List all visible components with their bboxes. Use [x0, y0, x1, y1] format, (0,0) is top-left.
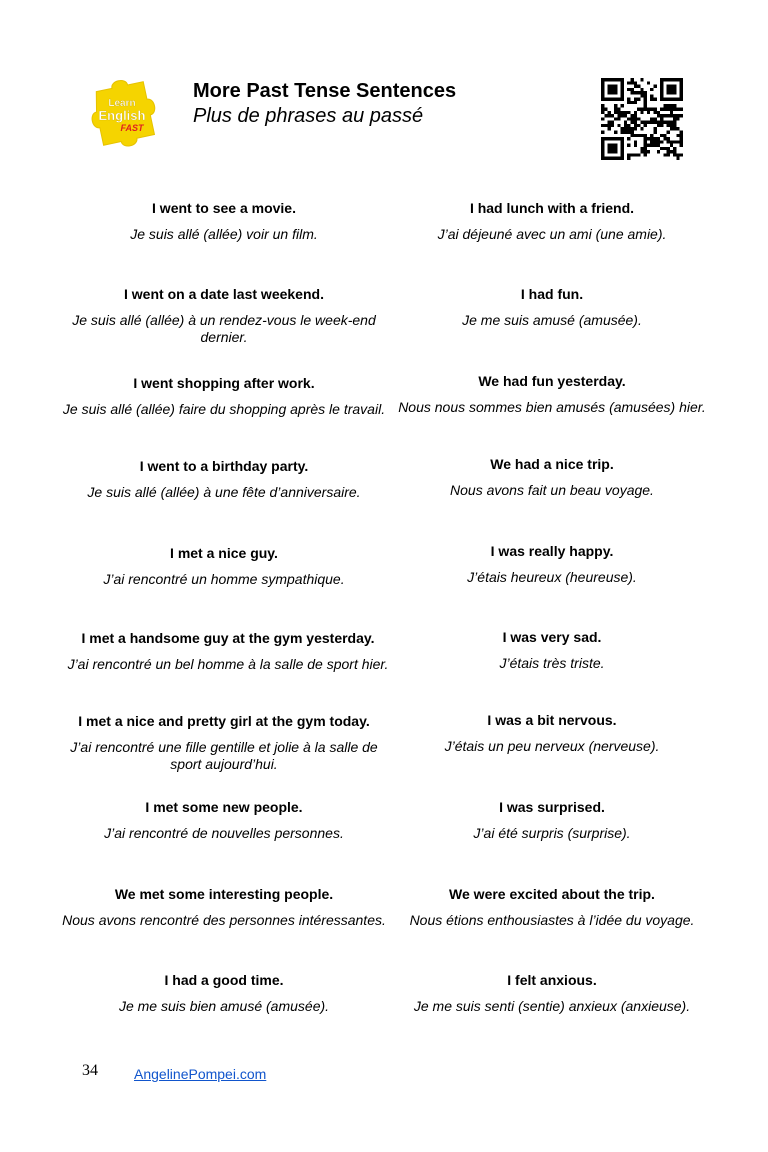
- french-translation: Je me suis amusé (amusée).: [462, 312, 642, 328]
- sentence-pair: [382, 885, 722, 929]
- english-sentence: I went shopping after work.: [133, 375, 315, 391]
- french-translation: J’ai déjeuné avec un ami (une amie).: [437, 226, 667, 242]
- french-translation: J’étais très triste.: [499, 655, 605, 671]
- qr-code: [601, 78, 683, 160]
- sentence-pair: [54, 457, 394, 501]
- sentence-pair: [382, 199, 722, 243]
- french-translation: Nous étions enthousiastes à l’idée du voyage.: [409, 912, 695, 928]
- sentence-pair: [382, 455, 722, 499]
- english-sentence: We met some interesting people.: [114, 886, 334, 902]
- sentence-pair: [382, 798, 722, 842]
- french-translation: J’ai rencontré de nouvelles personnes.: [104, 825, 344, 841]
- english-sentence: I was surprised.: [499, 799, 605, 815]
- sentence-pair: [54, 199, 394, 243]
- french-translation: Je suis allé (allée) faire du shopping après le travail.: [62, 401, 386, 417]
- english-sentence: I had a good time.: [164, 972, 284, 988]
- french-translation: Je suis allé (allée) à un rendez-vous le week-end dernier.: [72, 312, 376, 345]
- french-translation: Je suis allé (allée) à une fête d’anniversaire.: [87, 484, 361, 500]
- sentence-pair: [54, 798, 394, 842]
- french-translation: J’étais heureux (heureuse).: [467, 569, 637, 585]
- svg-text:English: English: [98, 108, 146, 123]
- sentence-pair: [54, 712, 394, 773]
- sentence-pair: [382, 628, 722, 672]
- english-sentence: I felt anxious.: [507, 972, 597, 988]
- sentence-pair: [54, 971, 394, 1015]
- website-link[interactable]: AngelinePompei.com: [134, 1066, 267, 1082]
- sentence-pair: [48, 629, 408, 673]
- french-translation: Nous nous sommes bien amusés (amusées) hier.: [398, 399, 706, 415]
- english-sentence: I had lunch with a friend.: [469, 200, 635, 216]
- french-translation: Je me suis bien amusé (amusée).: [118, 998, 330, 1014]
- sentence-pair: [54, 885, 394, 929]
- svg-text:Learn: Learn: [108, 98, 136, 109]
- french-translation: J’ai rencontré un bel homme à la salle de sport hier.: [67, 656, 389, 672]
- english-sentence: I met a nice and pretty girl at the gym today.: [78, 713, 370, 729]
- learn-english-fast-logo: [84, 76, 168, 156]
- english-sentence: I met some new people.: [145, 799, 303, 815]
- sentence-pair: [54, 544, 394, 588]
- sentence-pair: [376, 372, 728, 416]
- english-sentence: I met a handsome guy at the gym yesterday.: [81, 630, 375, 646]
- page-subtitle: Plus de phrases au passé: [193, 105, 424, 127]
- french-translation: J’ai rencontré une fille gentille et jolie à la salle de sport aujourd’hui.: [70, 739, 378, 772]
- french-translation: J’ai rencontré un homme sympathique.: [103, 571, 345, 587]
- sentence-pair: [382, 711, 722, 755]
- french-translation: J’ai été surpris (surprise).: [473, 825, 631, 841]
- english-sentence: We had a nice trip.: [490, 456, 614, 472]
- sentence-pair: [382, 542, 722, 586]
- sentence-pair: [54, 374, 394, 418]
- english-sentence: I met a nice guy.: [170, 545, 278, 561]
- french-translation: Nous avons rencontré des personnes intéressantes.: [62, 912, 386, 928]
- english-sentence: I was a bit nervous.: [487, 712, 617, 728]
- french-translation: Nous avons fait un beau voyage.: [450, 482, 654, 498]
- english-sentence: I went to see a movie.: [152, 200, 296, 216]
- page-title: More Past Tense Sentences: [193, 80, 457, 102]
- french-translation: Je suis allé (allée) voir un film.: [130, 226, 318, 242]
- english-sentence: I had fun.: [520, 286, 584, 302]
- english-sentence: I went on a date last weekend.: [124, 286, 324, 302]
- english-sentence: We had fun yesterday.: [478, 373, 626, 389]
- sentence-pair: [54, 285, 394, 346]
- english-sentence: I went to a birthday party.: [139, 458, 309, 474]
- english-sentence: We were excited about the trip.: [449, 886, 655, 902]
- svg-text:FAST: FAST: [120, 123, 144, 133]
- french-translation: J’étais un peu nerveux (nerveuse).: [444, 738, 660, 754]
- french-translation: Je me suis senti (sentie) anxieux (anxieuse).: [413, 998, 691, 1014]
- page-number: 34: [82, 1062, 98, 1079]
- sentence-pair: [382, 971, 722, 1015]
- sentence-pair: [382, 285, 722, 329]
- english-sentence: I was very sad.: [502, 629, 602, 645]
- english-sentence: I was really happy.: [490, 543, 614, 559]
